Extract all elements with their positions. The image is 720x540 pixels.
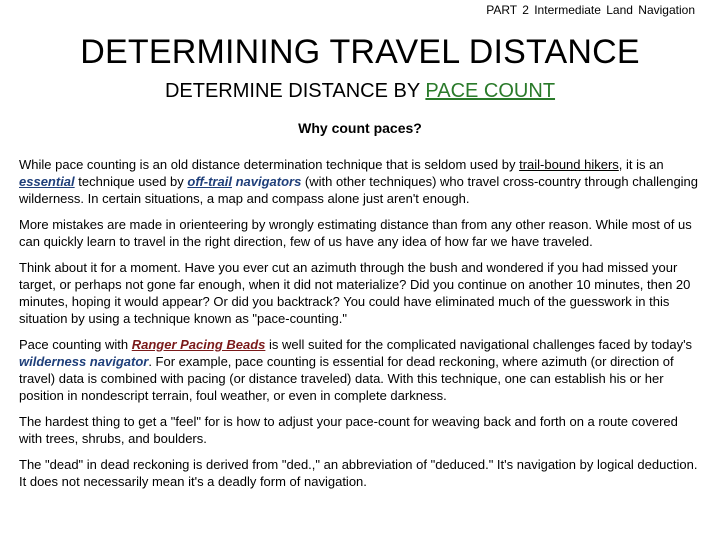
slide-header: PART 2 Intermediate Land Navigation	[486, 3, 695, 17]
essential-link[interactable]: essential	[19, 174, 75, 189]
paragraph-3: Think about it for a moment. Have you ever cut an azimuth through the bush and wondered if you had missed your target, or perhaps not gone far enough, when it did not materialize? Did you continue on another 10 minutes, then 20 minutes, hoping it would appear? Or did you backtrack? You could have eliminated much of the guesswork in this situation by using a technique known as "pace-counting."	[19, 260, 691, 326]
p4-text-3: . For example, pace counting is essential for dead reckoning, where azimuth (or direction of travel) data is combined with pacing (or distance traveled) data. With this technique, one can establish his or her position in nondescript terrain, foul weather, or even in complete darkness.	[19, 354, 674, 403]
paragraph-1	[19, 156, 702, 207]
body-text	[19, 156, 702, 499]
p1-text-3: technique used by	[74, 174, 188, 189]
p1-text-1: While pace counting is an old distance determination technique that is seldom used by	[19, 157, 520, 172]
paragraph-2: More mistakes are made in orienteering by wrongly estimating distance than from any other reason. While most of us can quickly learn to travel in the right direction, few of us have any idea of how far we have traveled.	[19, 217, 692, 249]
subtitle-highlight: PACE COUNT	[425, 80, 556, 102]
subtitle-prefix: DETERMINE DISTANCE BY	[164, 80, 426, 102]
p4-text-2: is well suited for the complicated navigational challenges faced by today's	[265, 337, 693, 352]
paragraph-5: The hardest thing to get a "feel" for is how to adjust your pace-count for weaving back and forth on a route covered with trees, shrubs, and boulders.	[19, 414, 678, 446]
paragraph-4	[19, 336, 702, 404]
wilderness-navigator-emphasis: wilderness navigator	[19, 354, 149, 369]
ranger-pacing-beads-link[interactable]: Ranger Pacing Beads	[131, 337, 266, 352]
p1-text-4: (with other techniques) who travel cross-country through challenging wilderness. In certain situations, a map and compass alone just aren't enough.	[19, 174, 699, 206]
p1-text-2: , it is an	[618, 157, 664, 172]
trail-bound-hikers-link[interactable]: trail-bound hikers	[519, 157, 619, 172]
section-question: Why count paces?	[298, 120, 422, 136]
page-subtitle	[0, 80, 720, 103]
p4-text-1: Pace counting with	[19, 337, 132, 352]
off-trail-link[interactable]: off-trail	[187, 174, 232, 189]
navigators-emphasis: navigators	[231, 174, 302, 189]
page-title: DETERMINING TRAVEL DISTANCE	[80, 33, 640, 71]
paragraph-6: The "dead" in dead reckoning is derived from "ded.," an abbreviation of "deduced." It's navigation by logical deduction. It does not necessarily mean it's a deadly form of navigation.	[19, 457, 698, 489]
